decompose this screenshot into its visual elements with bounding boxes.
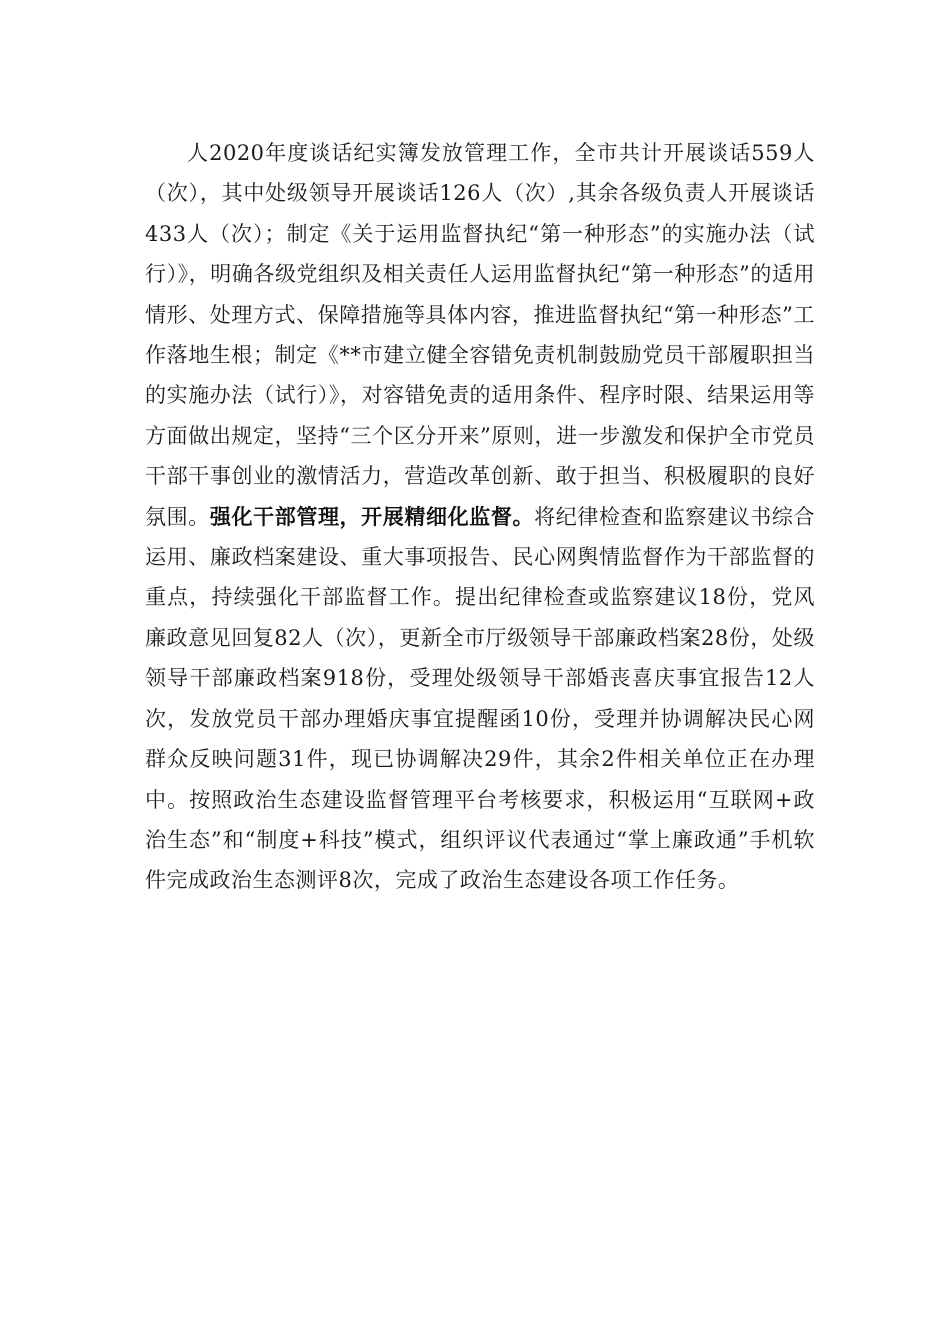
paragraph-bold-heading: 强化干部管理，开展精细化监督。	[209, 504, 535, 529]
body-paragraph	[145, 133, 815, 901]
paragraph-text-part1: 人2020年度谈话纪实簿发放管理工作，全市共计开展谈话559人（次），其中处级领导开展谈话126人（次）,其余各级负责人开展谈话433人（次）；制定《关于运用监督执纪“第一种形态”的实施办法（试行）》，明确各级党组织及相关责任人运用监督执纪“第一种形态”的适用情形、处理方式、保障措施等具体内容，推进监督执纪“第一种形态”工作落地生根；制定《**市建立健全容错免责机制鼓励党员干部履职担当的实施办法（试行）》，对容错免责的适用条件、程序时限、结果运用等方面做出规定，坚持“三个区分开来”原则，进一步激发和保护全市党员干部干事创业的激情活力，营造改革创新、敢于担当、积极履职的良好氛围。	[145, 141, 815, 529]
paragraph-text-part2: 将纪律检查和监察建议书综合运用、廉政档案建设、重大事项报告、民心网舆情监督作为干部监督的重点，持续强化干部监督工作。提出纪律检查或监察建议18份，党风廉政意见回复82人（次），更新全市厅级领导干部廉政档案28份，处级领导干部廉政档案918份，受理处级领导干部婚丧喜庆事宜报告12人次，发放党员干部办理婚庆事宜提醒函10份，受理并协调解决民心网群众反映问题31件，现已协调解决29件，其余2件相关单位正在办理中。按照政治生态建设监督管理平台考核要求，积极运用“互联网+政治生态”和“制度+科技”模式，组织评议代表通过“掌上廉政通”手机软件完成政治生态测评8次，完成了政治生态建设各项工作任务。	[145, 504, 816, 893]
